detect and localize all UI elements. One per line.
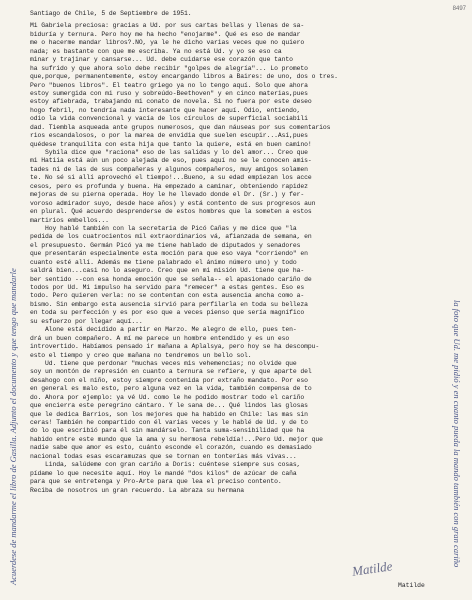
letter-line: Sybila dice que "raciona" eso de las salidas y lo del amor... Creo que bbox=[30, 149, 308, 156]
letter-line: todos por Ud. Mi impulso ha servido para "remecer" a estas gentes. Eso es bbox=[30, 284, 305, 291]
letter-line: mi Hatiia está aún un poco alejada de eso, pues aquí no se le conocen amis- bbox=[30, 157, 312, 165]
letter-line: habido entre este mundo que la ama y su hermosa rebeldía!...Pero Ud. mejor que bbox=[30, 435, 323, 443]
letter-line: tades ni de las de sus compañeras y algunos compañeros, muy amigos solamen bbox=[30, 165, 308, 173]
letter-line: mejoras de su pierna operada. Hoy le he llevado donde el Dr. (Sr.) y fer- bbox=[30, 191, 305, 199]
letter-line: Reciba de nosotros un gran recuerdo. La abraza su hermana bbox=[30, 486, 245, 494]
letter-line: Mi Gabriela preciosa: gracias a Ud. por sus cartas bellas y llenas de sa- bbox=[30, 22, 305, 30]
letter-line: Hoy hablé también con la secretaria de Picó Cañas y me dice que "la bbox=[30, 224, 297, 232]
letter-line: en toda su perfección y es por eso que a veces pienso que sería magnífico bbox=[30, 309, 305, 317]
letter-line: pídame lo que necesite aquí. Hoy le mandé "dos kilos" de azúcar de caña bbox=[30, 469, 297, 477]
letter-line: todo. Pero quieren verla: no se contentan con esta ausencia ancha como a- bbox=[30, 292, 305, 300]
letter-line: el presupuesto. Germán Picó ya me tiene hablado de diputados y senadores bbox=[30, 241, 301, 249]
letter-line: ber sentido --con esa honda emoción que se señala-- el apasionado cariño de bbox=[30, 275, 312, 283]
letter-line: biduría y ternura. Pero hoy me ha hecho "enojarme". Qué es eso de mandar bbox=[30, 30, 301, 38]
letter-line: estoy afiebrada, trabajando mi conato de novela. Si no fuera por este deseo bbox=[30, 98, 312, 106]
letter-line: dad. Tiembla asqueada ante grupos numerosos, que dan náuseas por sus comentarios bbox=[30, 123, 331, 131]
letter-line: Pero "buenos libros". El teatro griego ya no lo tengo aquí. Solo que ahora bbox=[30, 81, 308, 89]
document-id: 8497 bbox=[452, 6, 466, 12]
letter-line: rios escandalosos, o por la marea de envidia que suelen escupir...Así,pues bbox=[30, 132, 308, 140]
letter-line: Ud. tiene que perdonar "muchas veces mis vehemencias; no olvide que bbox=[30, 359, 297, 367]
letter-lines bbox=[30, 22, 455, 495]
letter-line: en general es malo esto, pero alguna vez en la vida, también compensa de to bbox=[30, 385, 312, 393]
letter-date-heading: Santiago de Chile, 5 de Septiembre de 1951. bbox=[30, 10, 192, 17]
letter-line: nada; es bastante con que me escriba. Ya no está Ud. y yo se eso ca bbox=[30, 47, 282, 55]
letter-line: cesos, pero es profunda y buena. Ha empezado a caminar, obteniendo rapidez bbox=[30, 182, 308, 190]
letter-line: Linda, salúdeme con gran cariño a Doris: cuéntese siempre sus cosas, bbox=[30, 461, 301, 469]
letter-line: esto el tiempo y creo que mañana no tendremos un bello sol. bbox=[30, 351, 252, 359]
letter-line: que le dedica Barrios, son los mejores que ha habido en Chile: las mas sin bbox=[30, 410, 308, 418]
letter-line: Alone está decidido a partir en Marzo. Me alegro de ello, pues ten- bbox=[30, 326, 297, 334]
letter-line: hogo febril, no tendría nada interesante que hacer aquí. Odio, entiendo, bbox=[30, 106, 301, 114]
letter-line: ha sufrido y que ahora solo debe recibir "golpes de alegría"... Lo prometo bbox=[30, 64, 308, 72]
letter-line: martirios embellos... bbox=[30, 216, 109, 224]
letter-line: para que se entretenga y Pro-Arte para que lea el preciso contento. bbox=[30, 478, 282, 486]
letter-line: quédese tranquilita con esta hija que tanto la quiere, está en buen camino! bbox=[30, 140, 312, 148]
letter-line: su esfuerzo por llegar aquí... bbox=[30, 317, 143, 325]
typed-signature: Matilde bbox=[398, 582, 425, 589]
letter-line: estoy sumergida con mi ruso y sobreúdo-Beethoven" y en cinco materias,pues bbox=[30, 89, 308, 97]
letter-line: te. No sé si allí aprovechó el tiempo!...Bueno, a su edad empiezan los acce bbox=[30, 174, 312, 182]
letter-line: minar y trajinar y cansarse... Ud. debe cuidarse ese corazón que tanto bbox=[30, 56, 293, 64]
letter-line: que,porque, permanentemente, estoy encargando libros a Baires: de uno, dos o tres. bbox=[30, 73, 338, 81]
letter-line: do lo que escribió para él sin mandárselo. Tanta suma-sensibilidad que ha bbox=[30, 427, 305, 435]
letter-line: do. Ahora por ejemplo: ya vé Ud. como le he podido mostrar todo el cariño bbox=[30, 393, 305, 401]
handwritten-signature: Matilde bbox=[351, 558, 394, 579]
letter-line: drá un buen compañero. A mí me parece un hombre entendido y es un eso bbox=[30, 334, 290, 342]
letter-line: me o hacerme mandar libros?.NO, ya le he dicho varias veces que no quiero bbox=[30, 39, 305, 47]
letter-line: nacional todas esas escaramuzas que se tornan en tonterías más vivas... bbox=[30, 452, 297, 460]
letter-line: que encierra este peregrino cántaro. Y le sana de... Qué lindos las glosas bbox=[30, 402, 308, 410]
letter-line: pedida de los cuatrocientos mil extraordinarios vá, afianzada de semana, en bbox=[30, 233, 312, 241]
letter-line: odio la vida convencional y vacía de los círculos de superficial sociabili bbox=[30, 115, 308, 123]
letter-line: introvertido. Habíamos pensado ir mañana a Aplalsya, pero hoy se ha descompu- bbox=[30, 343, 320, 351]
letter-line: nadie sabe que amor es esto, cuánto esconde el corazón, cuando es demasiado bbox=[30, 444, 312, 452]
letter-line: voroso admirador suyo, desde hace años) y está contento de sus progresos aun bbox=[30, 199, 316, 207]
letter-line: cuanto esté allí. Además me tiene palabrado el ánimo número uno) y todo bbox=[30, 258, 297, 266]
right-margin-handwritten-note: la foto que Ud. me pidió y en cuanto pueda la mando también con gran cariño bbox=[452, 300, 462, 568]
typed-letter-body bbox=[30, 10, 455, 495]
letter-line: saldrá bien...casi no lo aseguro. Creo que en mi misión Ud. tiene que ha- bbox=[30, 267, 305, 275]
letter-line: en plural. Qué acuerdo desprenderse de estos hombres que la someten a estos bbox=[30, 208, 312, 216]
left-margin-handwritten-note: Acuerdese de mandarme el libro de Gasilla. Adjunto el documento y que tengo que mandarle bbox=[8, 268, 18, 585]
letter-line: bismo. Sin embargo esta ausencia sirvió para perfilarla en toda su belleza bbox=[30, 300, 308, 308]
letter-line: soy un montón de represión en cuanto a ternura se refiere, y que aparte del bbox=[30, 368, 312, 376]
letter-line: que presentarán especialmente esta moción para que eso vaya "corriendo" en bbox=[30, 250, 308, 258]
letter-line: ceras! También he compartido con él varias veces y le hablé de Ud. y de to bbox=[30, 419, 308, 426]
letter-line: desahogo con el niño, estoy siempre contenida por extraño mandato. Por eso bbox=[30, 376, 308, 384]
